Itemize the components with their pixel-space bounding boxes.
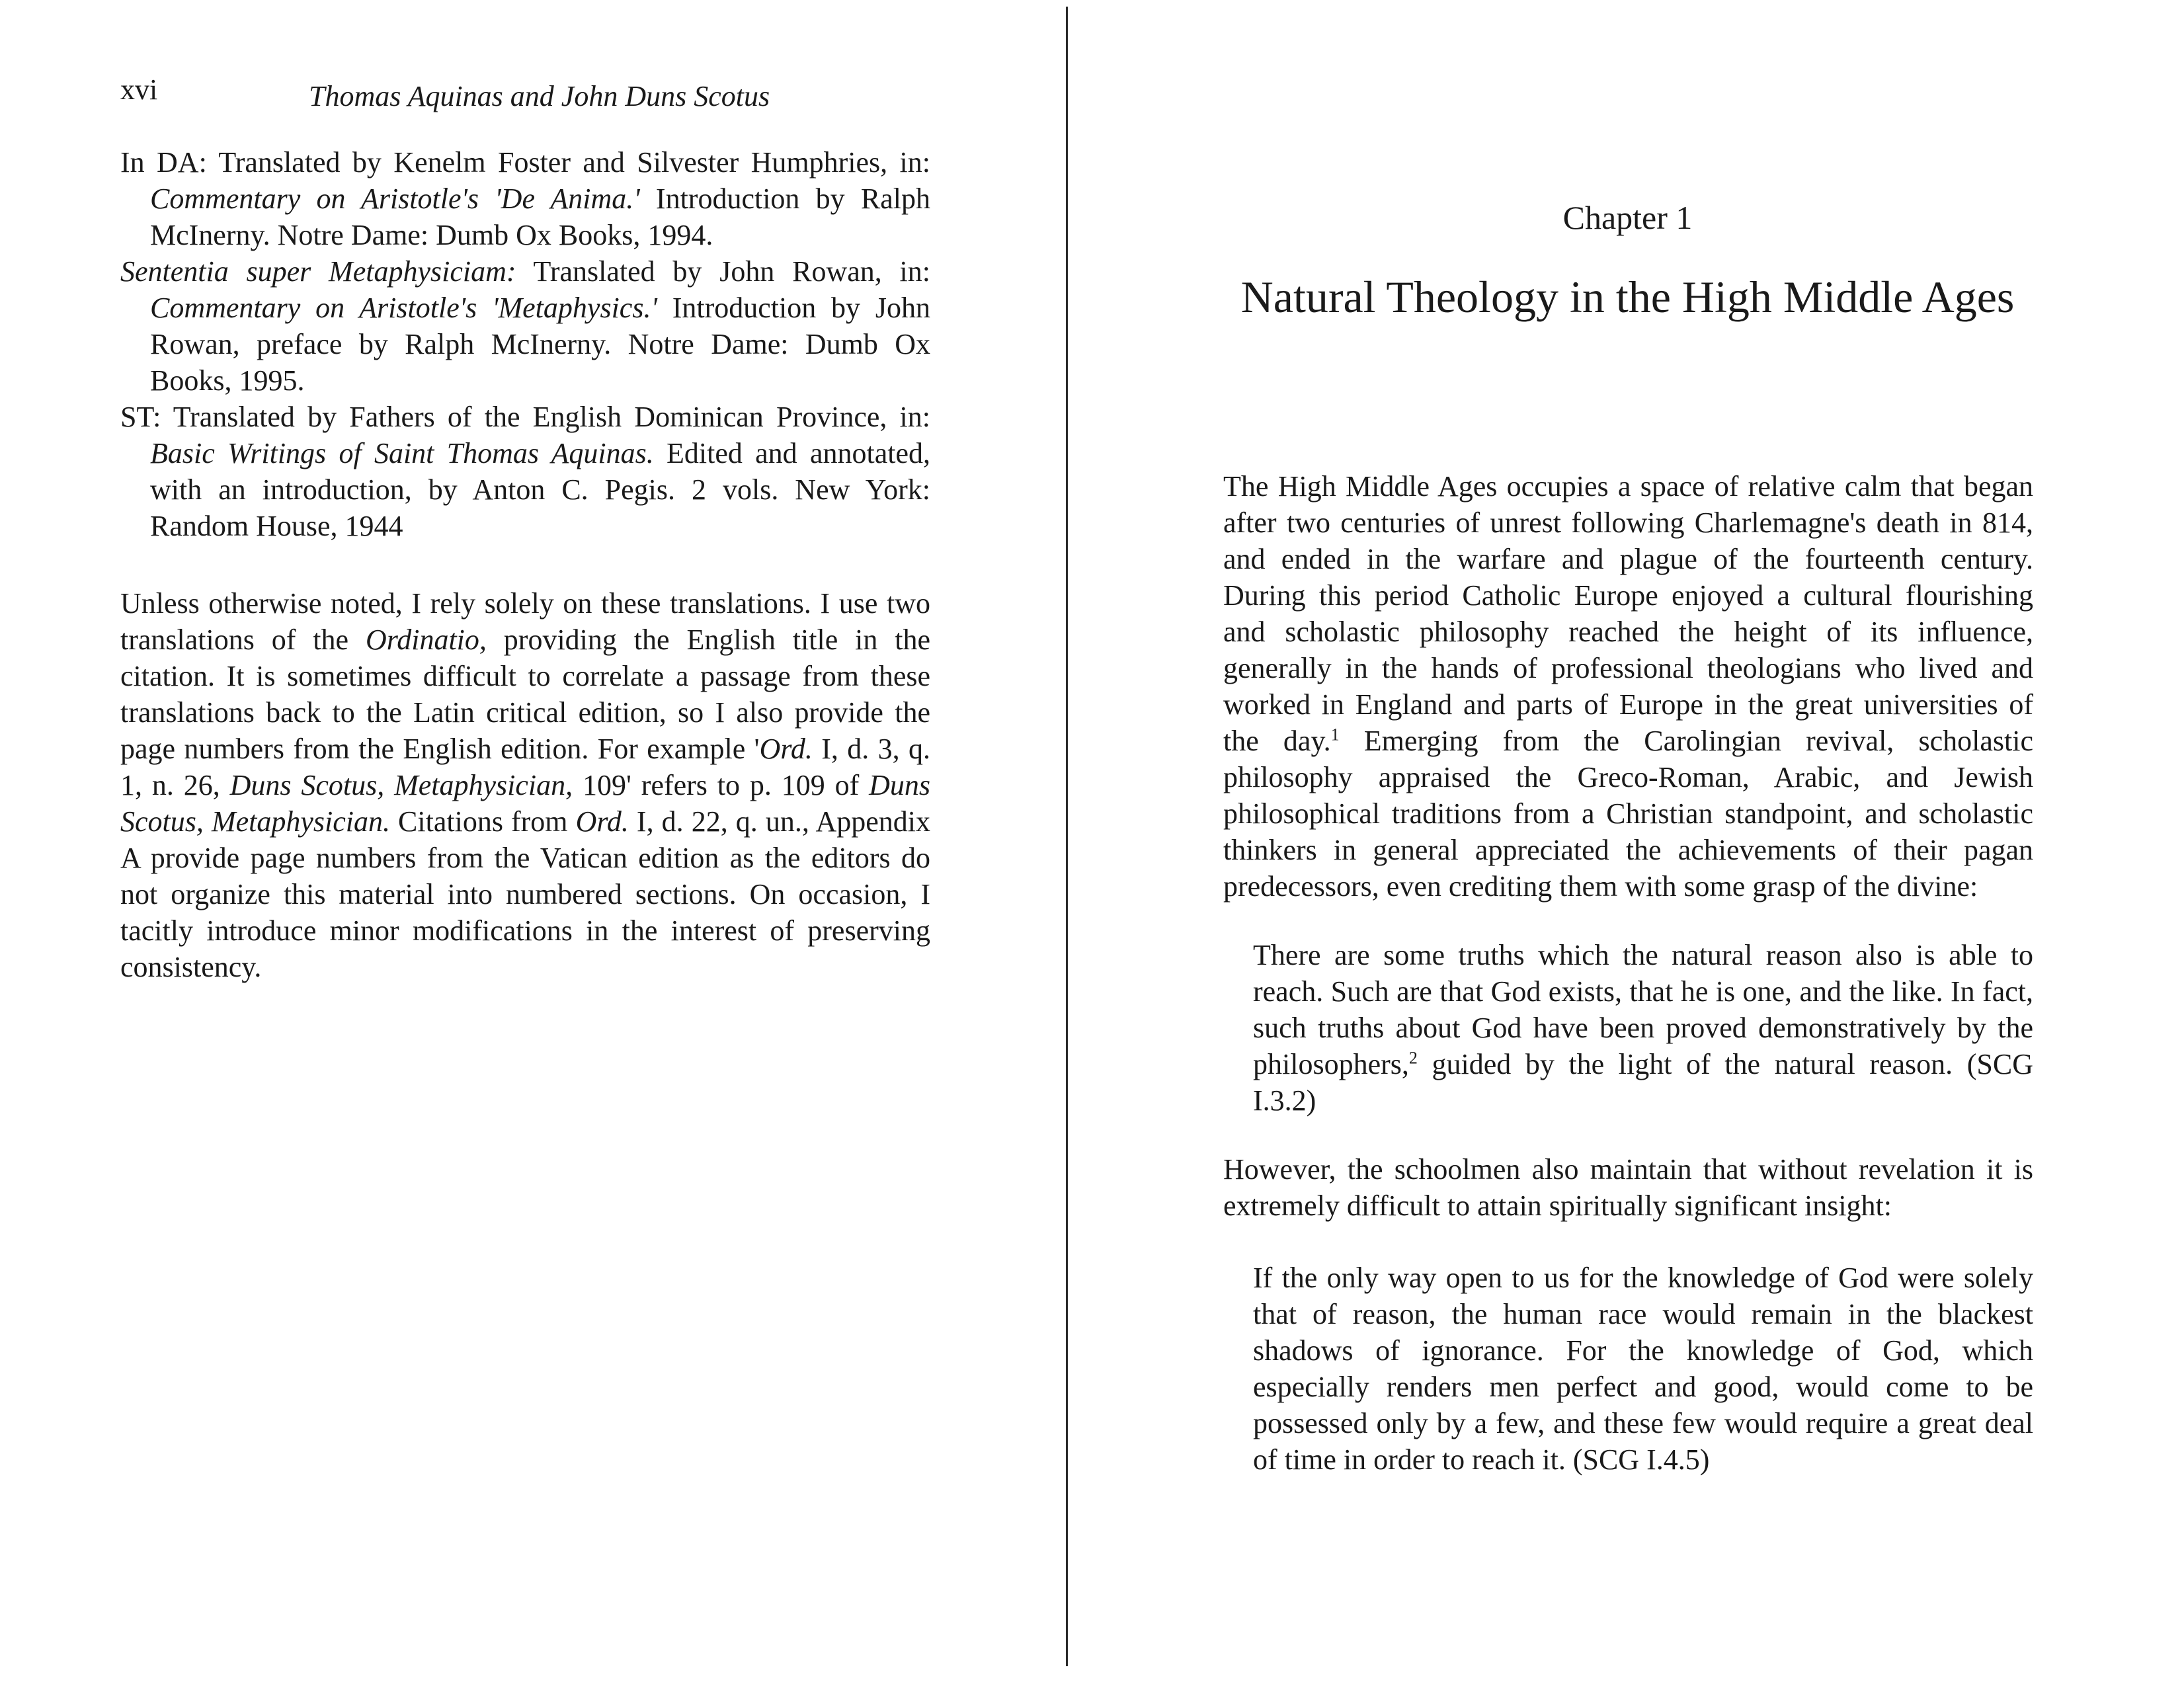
italic-title: Duns Scotus, Metaphysician, <box>229 769 573 801</box>
italic-title: Ord. <box>575 805 629 838</box>
block-quote: There are some truths which the natural reason also is able to reach. Such are that God exists, that he is one, and the like. In fact, such truths about God have been proved demonstratively by the philosophers,$^2$ guided by the light of the natural reason. (SCG I.3.2) <box>1253 939 2033 1117</box>
abbreviation-list <box>120 144 930 544</box>
footnote-ref: 2 <box>1408 1048 1418 1068</box>
running-title: Thomas Aquinas and John Duns Scotus <box>309 80 770 112</box>
body-paragraph: The High Middle Ages occupies a space of relative calm that began after two centuries of unrest following Charlemagne's death in 814, and ended in the warfare and plague of the fourteenth century. During this period Catholic Europe enjoyed a cultural flourishing and scholastic philosophy reached the height of its influence, generally in the hands of professional theologians who lived and worked in England and parts of Europe in the great universities of the day.$^1$ Emerging from the Carolingian revival, scholastic philosophy appraised the Greco-Roman, Arabic, and Jewish philosophical traditions from a Christian standpoint, and scholastic thinkers in general appreciated the achievements of their pagan predecessors, even crediting them with some grasp of the divine: <box>1223 470 2033 903</box>
chapter-title: Natural Theology in the High Middle Ages <box>1240 272 2015 322</box>
running-head <box>120 66 947 119</box>
chapter-label: Chapter 1 <box>1562 199 1693 236</box>
translation-note-paragraph: Unless otherwise noted, I rely solely on these translations. I use two translations of the Ordinatio, providing the English title in the citation. It is sometimes difficult to correlate a passage from these translations back to the Latin critical edition, so I also provide the page numbers from the English edition. For example 'Ord. I, d. 3, q. 1, n. 26, Duns Scotus, Metaphysician, 109' refers to p. 109 of Duns Scotus, Metaphysician. Citations from Ord. I, d. 22, q. un., Appendix A provide page numbers from the Vatican edition as the editors do not organize this material into numbered sections. On occasion, I tacitly introduce minor modifications in the interest of preserving consistency. <box>120 587 931 983</box>
abbreviation-entry-sententia: Sententia super Metaphysiciam: Translated by John Rowan, in: Commentary on Aristotle's 'Metaphysics.' Introduction by John Rowan, preface by Ralph McInerny. Notre Dame: Dumb Ox Books, 1995. <box>120 255 930 397</box>
work-title: Commentary on Aristotle's 'De Anima.' <box>150 182 640 215</box>
italic-title: Ordinatio, <box>365 624 487 656</box>
abbreviation-entry-in-da: In DA: Translated by Kenelm Foster and Silvester Humphries, in: Commentary on Aristotle's 'De Anima.' Introduction by Ralph McInerny. Notre Dame: Dumb Ox Books, 1994. <box>120 146 930 251</box>
block-quote: If the only way open to us for the knowledge of God were solely that of reason, the human race would remain in the blackest shadows of ignorance. For the knowledge of God, which especially renders men perfect and good, would come to be possessed only by a few, and these few would require a great deal of time in order to reach it. (SCG I.4.5) <box>1253 1262 2033 1476</box>
body-paragraph: However, the schoolmen also maintain that without revelation it is extremely difficult to attain spiritually significant insight: <box>1223 1153 2033 1222</box>
italic-title: Duns Scotus, Metaphysician. <box>120 769 931 838</box>
footnote-ref: 1 <box>1330 725 1340 745</box>
work-title: Basic Writings of Saint Thomas Aquinas. <box>150 437 654 469</box>
book-gutter <box>1066 7 1068 1666</box>
work-title: Commentary on Aristotle's 'Metaphysics.' <box>150 292 657 324</box>
italic-title: Ord. <box>759 733 813 765</box>
page-number: xvi <box>120 73 158 106</box>
work-title: Sententia super Metaphysiciam: <box>120 255 516 288</box>
abbreviation-entry-st: ST: Translated by Fathers of the English Dominican Province, in: Basic Writings of Saint Thomas Aquinas. Edited and annotated, with an introduction, by Anton C. Pegis. 2 vols. New York: Random House, 1944 <box>120 401 930 542</box>
